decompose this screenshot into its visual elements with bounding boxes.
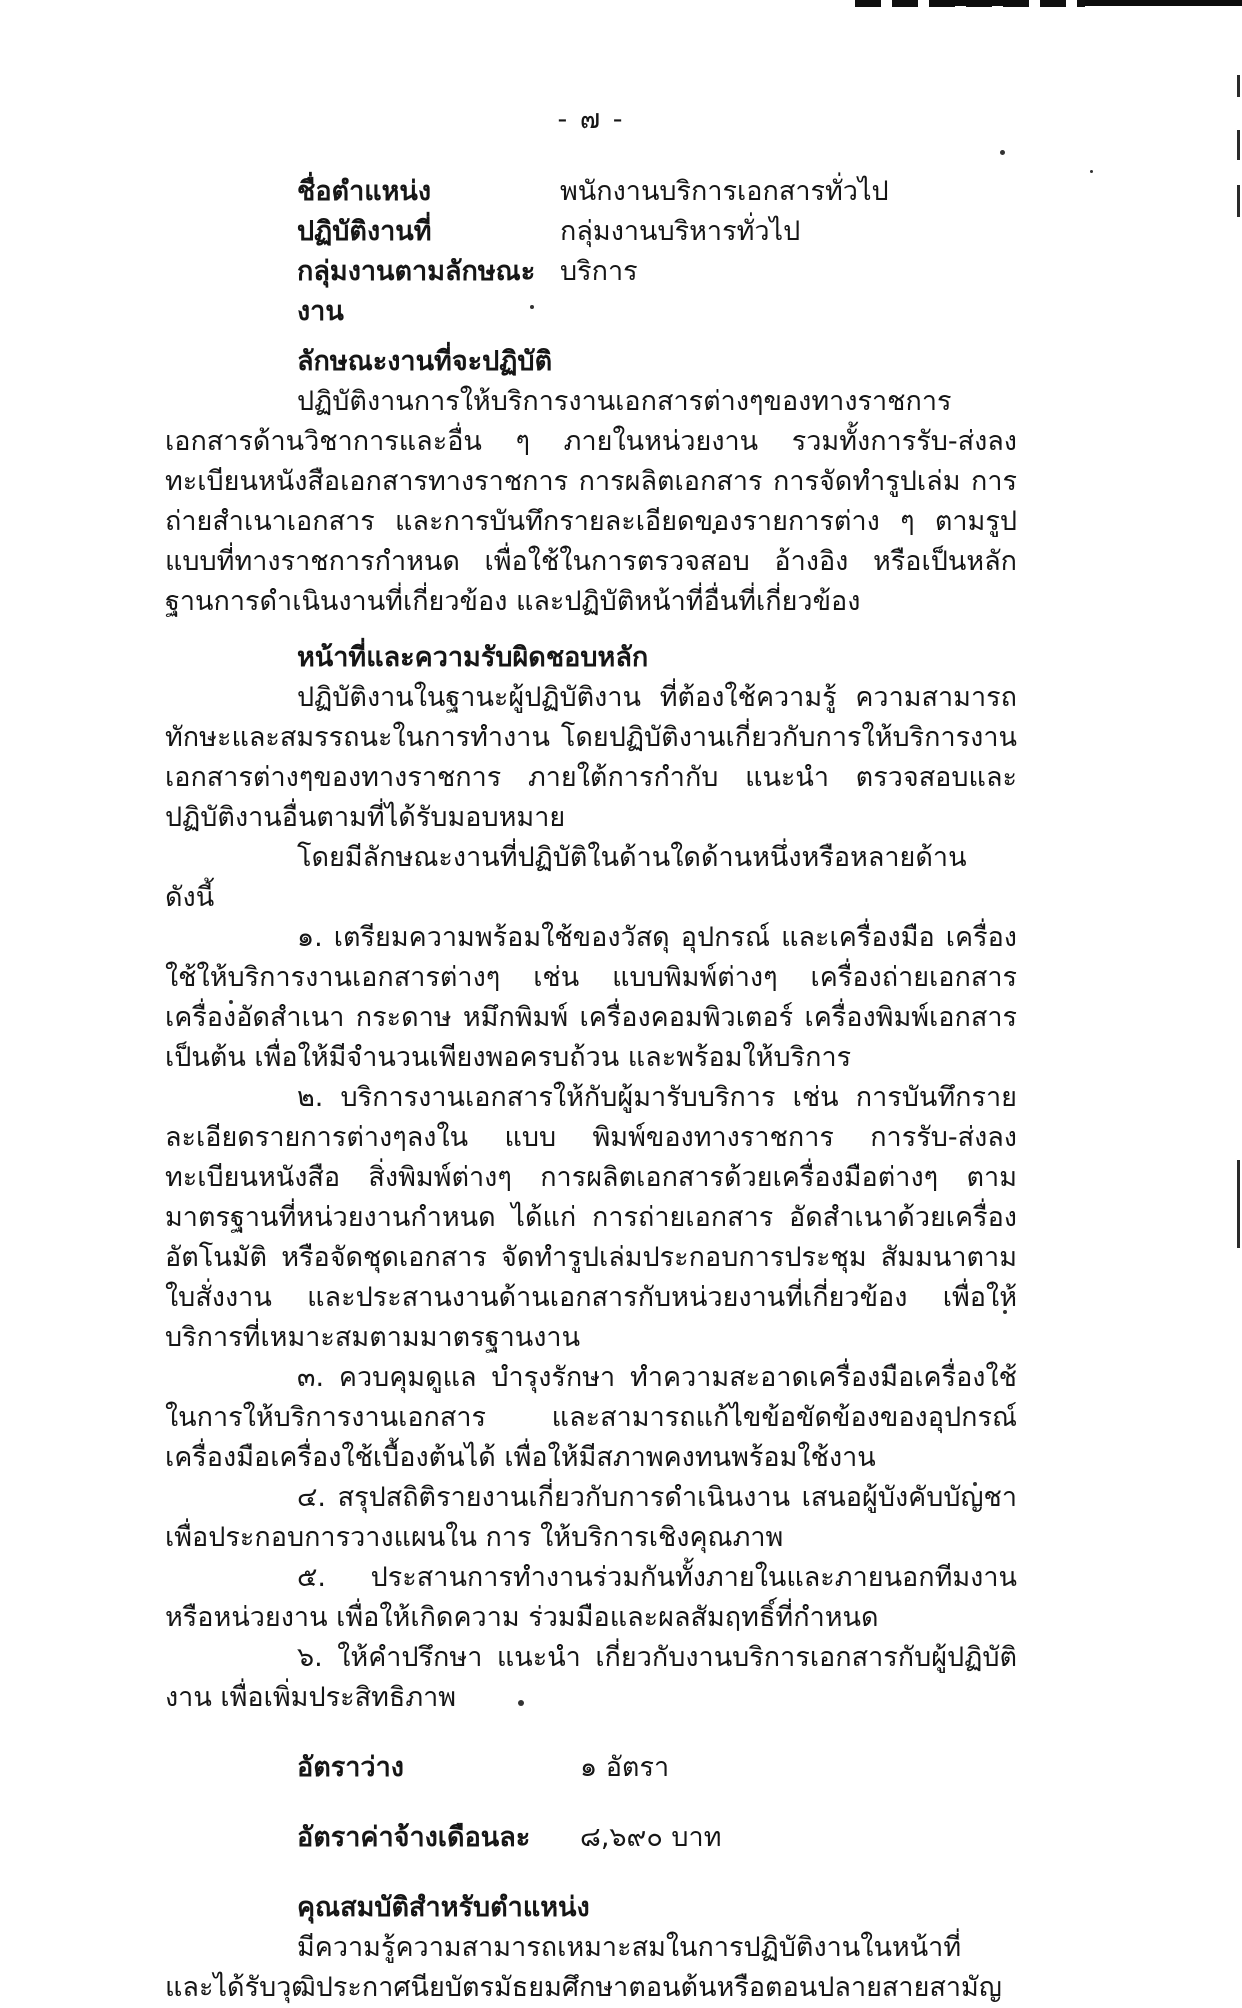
scan-artifact-edge-dash (1237, 130, 1240, 160)
duty-item-1: ๑. เตรียมความพร้อมใช้ของวัสดุ อุปกรณ์ และเครื่องมือ เครื่องใช้ให้บริการงานเอกสารต่างๆ เช่น แบบพิมพ์ต่างๆ เครื่องถ่ายเอกสาร เครื่องอัดสำเนา กระดาษ หมึกพิมพ์ เครื่องคอมพิวเตอร์ เครื่องพิมพ์เอกสาร เป็นต้น เพื่อให้มีจำนวนเพียงพอครบถ้วน และพร้อมให้บริการ (165, 922, 1017, 1073)
field-label: อัตราค่าจ้างเดือนละ (297, 1822, 531, 1853)
scan-speck (1090, 170, 1093, 173)
duty-item-4: ๔. สรุปสถิติรายงานเกี่ยวกับการดำเนินงาน เสนอผู้บังคับบัญชา เพื่อประกอบการวางแผนใน การ ให้บริการเชิงคุณภาพ (165, 1482, 1017, 1553)
scan-artifact-top-bar (930, 0, 1020, 6)
field-value: พนักงานบริการเอกสารทั่วไป (560, 176, 889, 207)
scan-artifact-edge-dash (1237, 75, 1240, 97)
qualifications-paragraph: มีความรู้ความสามารถเหมาะสมในการปฏิบัติงานในหน้าที่ และได้รับวุฒิประกาศนียบัตรมัธยมศึกษาตอนต้นหรือตอนปลายสายสามัญ (165, 1932, 1002, 2003)
page-number: - ๗ - (557, 104, 625, 135)
field-value: ๑ อัตรา (580, 1752, 670, 1783)
section-heading-job-description: ลักษณะงานที่จะปฏิบัติ (297, 346, 553, 377)
field-label: ชื่อตำแหน่ง (297, 176, 432, 207)
scan-artifact-top-bar (1085, 0, 1242, 6)
section-heading-qualifications: คุณสมบัติสำหรับตำแหน่ง (297, 1892, 590, 1923)
field-row-position-name (297, 172, 1017, 212)
field-row-work-location (297, 212, 1017, 252)
duty-item-2: ๒. บริการงานเอกสารให้กับผู้มารับบริการ เช่น การบันทึกรายละเอียดรายการต่างๆลงใน แบบ พิมพ์ของทางราชการ การรับ-ส่งลงทะเบียนหนังสือ สิ่งพิมพ์ต่างๆ การผลิตเอกสารด้วยเครื่องมือต่างๆ ตามมาตรฐานที่หน่วยงานกำหนด ได้แก่ การถ่ายเอกสาร อัดสำเนาด้วยเครื่องอัตโนมัติ หรือจัดชุดเอกสาร จัดทำรูปเล่มประกอบการประชุม สัมมนาตามใบสั่งงาน และประสานงานด้านเอกสารกับหน่วยงานที่เกี่ยวข้อง เพื่อให้บริการที่เหมาะสมตามมาตรฐานงาน (165, 1082, 1017, 1353)
field-label: ปฏิบัติงานที่ (297, 216, 432, 247)
field-row-vacancy (297, 1748, 1017, 1788)
scan-artifact-edge-dash (1237, 185, 1240, 217)
field-row-monthly-wage (297, 1818, 1017, 1858)
duty-item-6: ๖. ให้คำปรึกษา แนะนำ เกี่ยวกับงานบริการเอกสารกับผู้ปฏิบัติงาน เพื่อเพิ่มประสิทธิภาพ (165, 1642, 1017, 1713)
field-row-work-group (297, 252, 1017, 332)
scan-artifact-edge-dash (1237, 1160, 1240, 1248)
duty-item-5: ๕. ประสานการทำงานร่วมกันทั้งภายในและภายนอกทีมงานหรือหน่วยงาน เพื่อให้เกิดความ ร่วมมือและผลสัมฤทธิ์ที่กำหนด (165, 1562, 1017, 1633)
position-header-fields (297, 172, 1017, 332)
vacancy-rate-fields (297, 1748, 1017, 1858)
field-value: ๘,๖๙๐ บาท (580, 1822, 722, 1853)
duties-intro-paragraph: ปฏิบัติงานในฐานะผู้ปฏิบัติงาน ที่ต้องใช้ความรู้ ความสามารถ ทักษะและสมรรถนะในการทำงาน โดยปฏิบัติงานเกี่ยวกับการให้บริการงานเอกสารต่างๆของทางราชการ ภายใต้การกำกับ แนะนำ ตรวจสอบและปฏิบัติงานอื่นตามที่ได้รับมอบหมาย (165, 682, 1017, 833)
field-value: กลุ่มงานบริหารทั่วไป (560, 216, 801, 247)
field-label: กลุ่มงานตามลักษณะงาน (297, 256, 536, 327)
job-description-paragraph: ปฏิบัติงานการให้บริการงานเอกสารต่างๆของทางราชการ เอกสารด้านวิชาการและอื่น ๆ ภายในหน่วยงาน รวมทั้งการรับ-ส่งลงทะเบียนหนังสือเอกสารทางราชการ การผลิตเอกสาร การจัดทำรูปเล่ม การถ่ายสำเนาเอกสาร และการบันทึกรายละเอียดของรายการต่าง ๆ ตามรูปแบบที่ทางราชการกำหนด เพื่อใช้ในการตรวจสอบ อ้างอิง หรือเป็นหลักฐานการดำเนินงานที่เกี่ยวข้อง และปฏิบัติหน้าที่อื่นที่เกี่ยวข้อง (165, 386, 1017, 617)
field-label: อัตราว่าง (297, 1752, 404, 1783)
document-content (165, 100, 1017, 2008)
field-value: บริการ (560, 256, 638, 287)
section-heading-duties: หน้าที่และความรับผิดชอบหลัก (297, 642, 649, 673)
duty-item-3: ๓. ควบคุมดูแล บำรุงรักษา ทำความสะอาดเครื่องมือเครื่องใช้ในการให้บริการงานเอกสาร และสามารถแก้ไขข้อขัดข้องของอุปกรณ์เครื่องมือเครื่องใช้เบื้องต้นได้ เพื่อให้มีสภาพคงทนพร้อมใช้งาน (165, 1362, 1017, 1473)
duties-lead-line: โดยมีลักษณะงานที่ปฏิบัติในด้านใดด้านหนึ่งหรือหลายด้าน ดังนี้ (165, 842, 967, 913)
